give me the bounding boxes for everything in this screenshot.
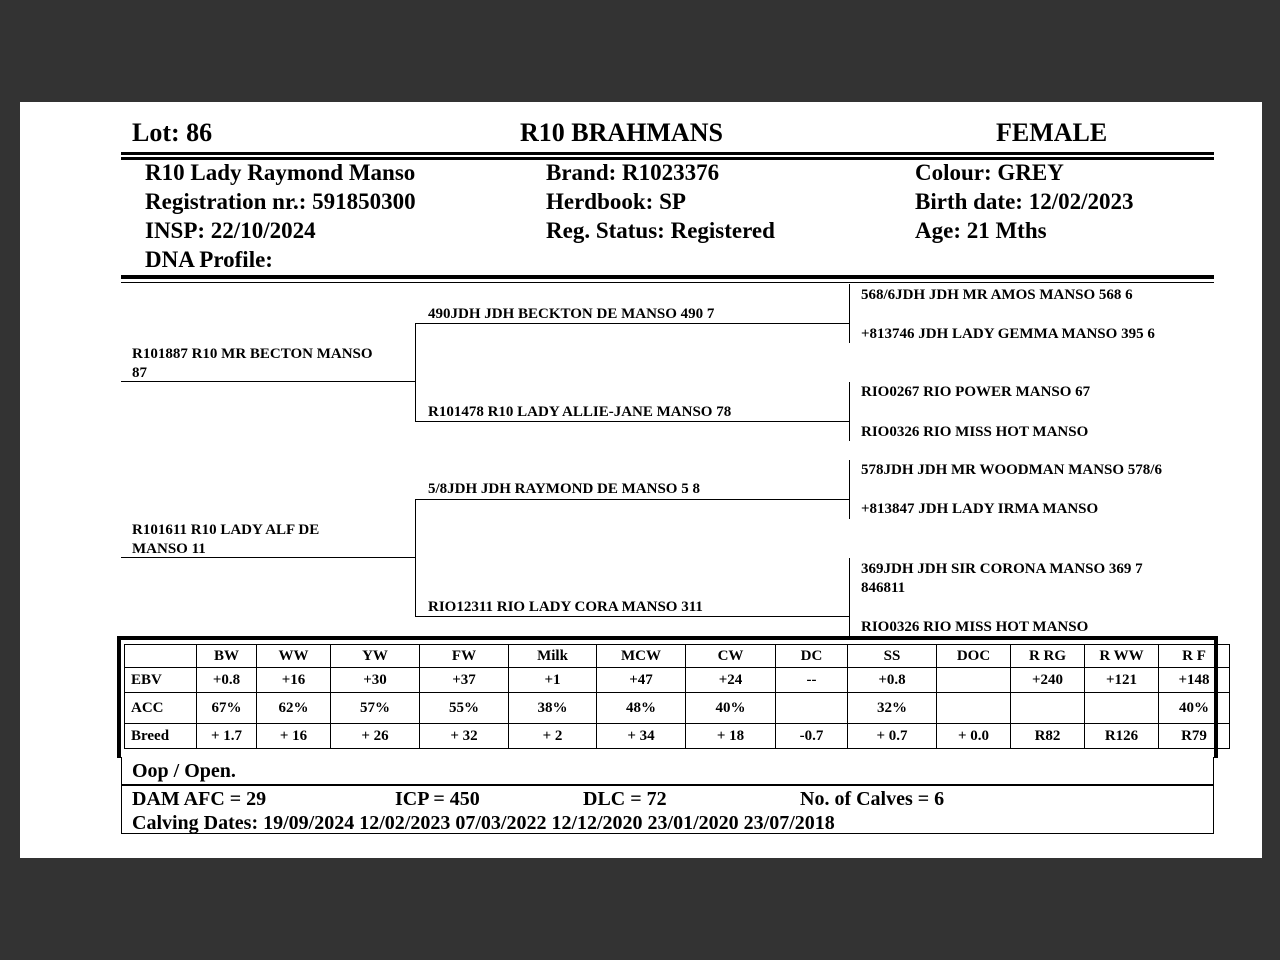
- table-cell: [1011, 693, 1085, 724]
- table-cell: +148: [1159, 668, 1230, 693]
- table-cell: 48%: [597, 693, 686, 724]
- table-cell: +16: [257, 668, 331, 693]
- sire-sire-name: 490JDH JDH BECKTON DE MANSO 490 7: [428, 306, 715, 322]
- sire-sire-line: [415, 323, 849, 324]
- table-cell: +1: [509, 668, 597, 693]
- table-cell: + 0.7: [848, 724, 937, 749]
- col-header: DOC: [937, 645, 1011, 668]
- table-cell: +0.8: [848, 668, 937, 693]
- table-cell: 40%: [1159, 693, 1230, 724]
- dam-sire-line: [415, 499, 849, 500]
- ds-bracket: [849, 460, 850, 519]
- table-cell: 38%: [509, 693, 597, 724]
- col-header: CW: [686, 645, 776, 668]
- col-header: R RG: [1011, 645, 1085, 668]
- table-cell: [937, 693, 1011, 724]
- ggp-name: +813847 JDH LADY IRMA MANSO: [861, 501, 1099, 517]
- ggp-name: 578JDH JDH MR WOODMAN MANSO 578/6: [861, 462, 1162, 478]
- table-cell: +24: [686, 668, 776, 693]
- table-cell: +37: [420, 668, 509, 693]
- ss-bracket: [849, 284, 850, 343]
- dna-profile: DNA Profile:: [145, 247, 273, 272]
- dd-bracket: [849, 558, 850, 636]
- table-cell: + 34: [597, 724, 686, 749]
- table-cell: +121: [1085, 668, 1159, 693]
- row-label: ACC: [125, 693, 197, 724]
- ebv-table: [124, 644, 1230, 749]
- dam-dam-name: RIO12311 RIO LADY CORA MANSO 311: [428, 599, 703, 615]
- col-header: YW: [331, 645, 420, 668]
- ggp-name: RIO0326 RIO MISS HOT MANSO: [861, 619, 1089, 635]
- status-box: [121, 757, 1214, 785]
- table-row-breed: [125, 724, 1230, 749]
- col-header: BW: [197, 645, 257, 668]
- table-cell: + 16: [257, 724, 331, 749]
- col-header: [125, 645, 197, 668]
- col-header: SS: [848, 645, 937, 668]
- dam-bracket: [415, 499, 416, 616]
- table-cell: 32%: [848, 693, 937, 724]
- col-header: DC: [776, 645, 848, 668]
- dam-name: R101611 R10 LADY ALF DE MANSO 11: [132, 522, 320, 557]
- birth-date: Birth date: 12/02/2023: [915, 189, 1134, 214]
- table-cell: R79: [1159, 724, 1230, 749]
- table-cell: -0.7: [776, 724, 848, 749]
- dam-afc: DAM AFC = 29: [132, 788, 267, 810]
- stud-name: R10 BRAHMANS: [520, 118, 723, 147]
- ggp-name: RIO0267 RIO POWER MANSO 67: [861, 384, 1091, 400]
- col-header: MCW: [597, 645, 686, 668]
- table-cell: --: [776, 668, 848, 693]
- info-rule-thick: [121, 275, 1214, 279]
- table-cell: 67%: [197, 693, 257, 724]
- col-header: R F: [1159, 645, 1230, 668]
- row-label: EBV: [125, 668, 197, 693]
- age: Age: 21 Mths: [915, 218, 1047, 243]
- table-cell: [1085, 693, 1159, 724]
- table-cell: + 1.7: [197, 724, 257, 749]
- colour: Colour: GREY: [915, 160, 1064, 185]
- table-cell: +30: [331, 668, 420, 693]
- registration-number: Registration nr.: 591850300: [145, 189, 416, 214]
- table-cell: [776, 693, 848, 724]
- table-cell: 55%: [420, 693, 509, 724]
- table-cell: + 0.0: [937, 724, 1011, 749]
- sire-name: R101887 R10 MR BECTON MANSO 87: [132, 346, 373, 381]
- row-label: Breed: [125, 724, 197, 749]
- table-cell: + 32: [420, 724, 509, 749]
- table-cell: R82: [1011, 724, 1085, 749]
- ggp-name: 568/6JDH JDH MR AMOS MANSO 568 6: [861, 287, 1133, 303]
- sd-bracket: [849, 382, 850, 441]
- calving-dates: Calving Dates: 19/09/2024 12/02/2023 07/03/2022 12/12/2020 23/01/2020 23/07/2018: [132, 812, 835, 834]
- col-header: WW: [257, 645, 331, 668]
- table-cell: R126: [1085, 724, 1159, 749]
- animal-name: R10 Lady Raymond Manso: [145, 160, 416, 185]
- table-cell: + 18: [686, 724, 776, 749]
- table-cell: +240: [1011, 668, 1085, 693]
- open-status: Oop / Open.: [132, 760, 236, 782]
- sire-dam-name: R101478 R10 LADY ALLIE-JANE MANSO 78: [428, 404, 732, 420]
- animal-sex: FEMALE: [996, 118, 1108, 147]
- table-cell: + 26: [331, 724, 420, 749]
- table-cell: 40%: [686, 693, 776, 724]
- insp-date: INSP: 22/10/2024: [145, 218, 316, 243]
- brand: Brand: R1023376: [546, 160, 720, 185]
- reg-status: Reg. Status: Registered: [546, 218, 775, 243]
- table-frame-left: [117, 636, 121, 758]
- ggp-name: +813746 JDH LADY GEMMA MANSO 395 6: [861, 326, 1155, 342]
- number-of-calves: No. of Calves = 6: [800, 788, 945, 810]
- info-rule-thin: [121, 282, 1214, 283]
- sire-dam-line: [415, 421, 849, 422]
- lot-number: Lot: 86: [132, 118, 213, 147]
- col-header: R WW: [1085, 645, 1159, 668]
- table-cell: [937, 668, 1011, 693]
- table-cell: + 2: [509, 724, 597, 749]
- table-row-acc: [125, 693, 1230, 724]
- dam-sire-name: 5/8JDH JDH RAYMOND DE MANSO 5 8: [428, 481, 700, 497]
- herdbook: Herdbook: SP: [546, 189, 686, 214]
- table-row-ebv: [125, 668, 1230, 693]
- icp: ICP = 450: [395, 788, 480, 810]
- ggp-name: RIO0326 RIO MISS HOT MANSO: [861, 424, 1089, 440]
- table-frame-top: [117, 636, 1218, 640]
- sire-bracket: [415, 323, 416, 421]
- col-header: FW: [420, 645, 509, 668]
- ggp-name: 369JDH JDH SIR CORONA MANSO 369 7 846811: [861, 561, 1143, 596]
- table-cell: 62%: [257, 693, 331, 724]
- dam-dam-line: [415, 616, 849, 617]
- table-cell: +47: [597, 668, 686, 693]
- table-header-row: [125, 645, 1230, 668]
- dlc: DLC = 72: [583, 788, 667, 810]
- table-cell: 57%: [331, 693, 420, 724]
- header-rule-top: [121, 152, 1214, 155]
- table-cell: +0.8: [197, 668, 257, 693]
- col-header: Milk: [509, 645, 597, 668]
